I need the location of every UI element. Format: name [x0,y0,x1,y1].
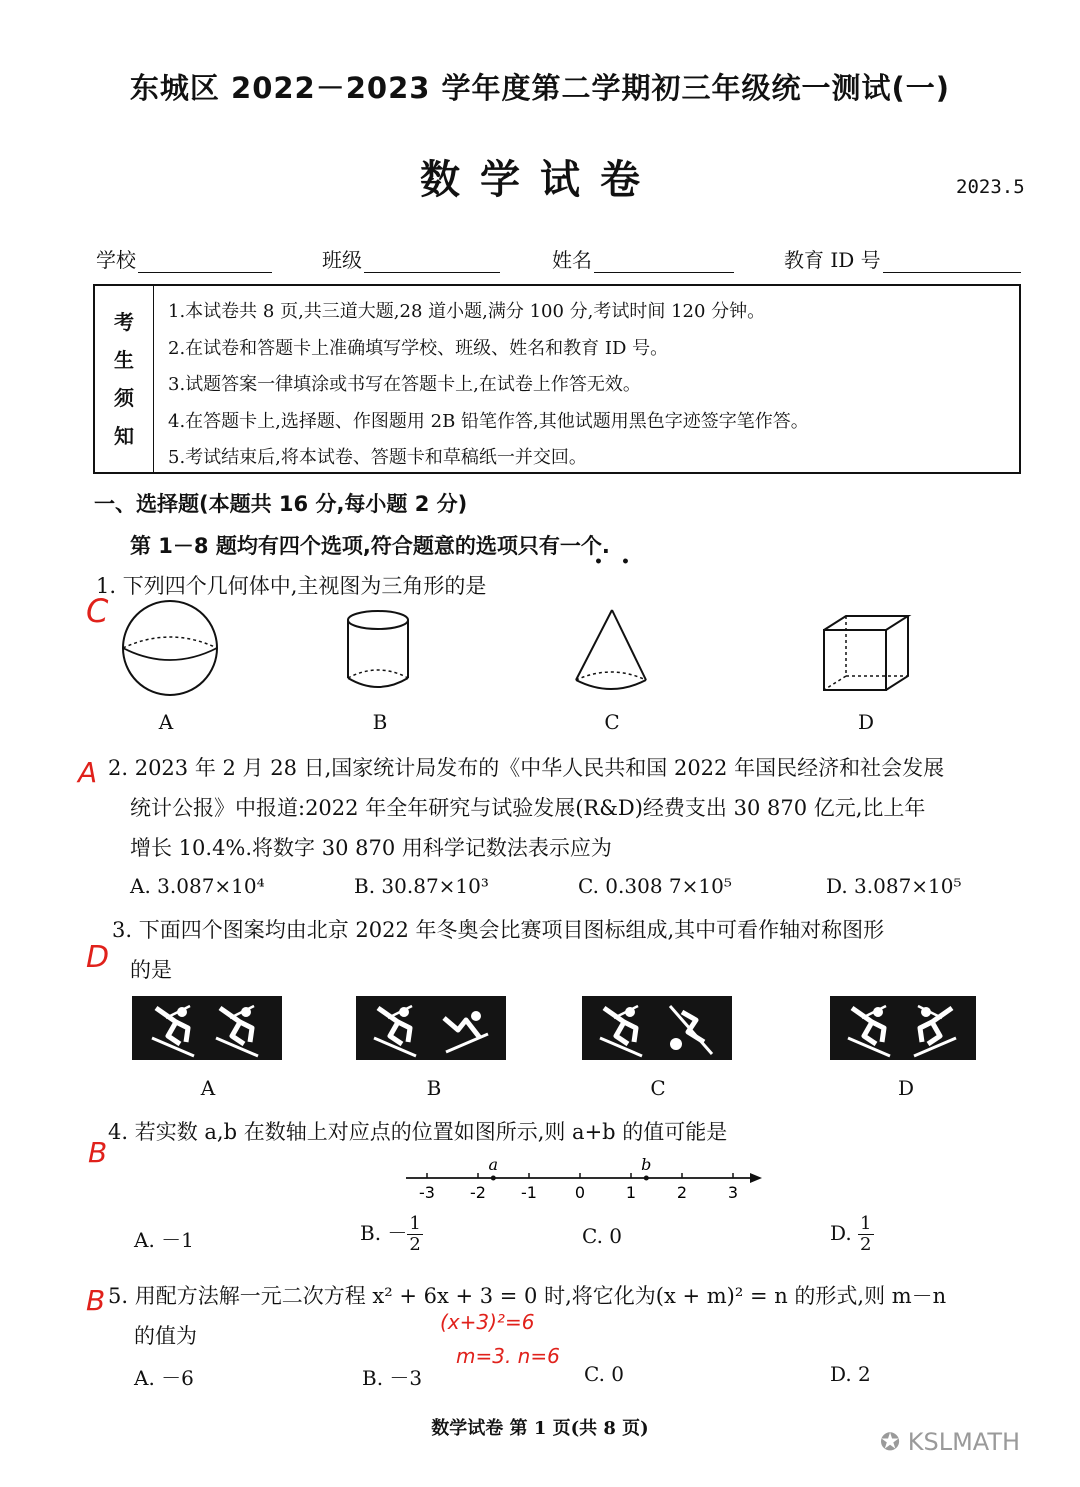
class-field [322,244,500,273]
q5-option-d[interactable]: D. 2 [830,1362,871,1386]
cube-icon [824,616,908,690]
q5-line2: 的值为 [134,1324,197,1348]
exam-title: 东城区 2022－2023 学年度第二学期初三年级统一测试(一) [129,71,951,105]
paper-subtitle: 数学试卷 [420,156,660,203]
q2-line3: 增长 10.4%.将数字 30 870 用科学记数法表示应为 [130,836,612,860]
notice-item: 4.在答题卡上,选择题、作图题用 2B 铅笔作答,其他试题用黑色字迹签字笔作答。 [168,410,809,432]
fraction-denominator: 2 [860,1234,872,1255]
cylinder-icon [348,611,408,687]
education-id-blank[interactable] [883,248,1021,273]
tick-label: 1 [625,1183,637,1202]
name-field [552,244,734,273]
q2-option-c[interactable]: C. 0.308 7×10⁵ [578,874,732,898]
notice-label-char: 生 [114,348,134,372]
tick-label: -3 [419,1183,435,1202]
point-b-label: b [641,1155,652,1174]
fraction-denominator: 2 [409,1234,421,1255]
q3-label-b: B [426,1076,442,1100]
q5-option-a[interactable]: A. －6 [134,1366,194,1390]
q5-option-c[interactable]: C. 0 [584,1362,625,1386]
point-a [491,1176,496,1181]
q4-option-a[interactable]: A. －1 [134,1228,194,1252]
q3-label-d: D [897,1076,915,1100]
q4-number-line [400,1154,770,1204]
q5-handwritten-note1: (x+3)²=6 [440,1310,535,1334]
name-blank[interactable] [594,248,734,273]
class-blank[interactable] [364,248,500,273]
school-label: 学校 [96,248,136,272]
cone-icon [576,610,646,689]
q2-option-d[interactable]: D. 3.087×10⁵ [826,874,962,898]
page-footer: 数学试卷 第 1 页(共 8 页) [431,1418,649,1439]
q2-line1: 2. 2023 年 2 月 28 日,国家统计局发布的《中华人民共和国 2022 年国民经济和社会发展 [108,756,945,780]
tick-label: -2 [470,1183,486,1202]
notice-list [154,286,809,472]
education-id-label: 教育 ID 号 [784,248,881,272]
q3-line2: 的是 [130,958,172,982]
section-intro: 第 1－8 题均有四个选项,符合题意的选项只有一个. [130,534,610,558]
notice-label-char: 考 [114,310,134,334]
tick-label: -1 [521,1183,537,1202]
school-field [96,244,272,273]
q4-option-d-prefix: D. [830,1221,859,1245]
tick-label: 2 [676,1183,688,1202]
q3-line1: 3. 下面四个图案均由北京 2022 年冬奥会比赛项目图标组成,其中可看作轴对称图形 [112,918,885,942]
q3-label-a: A [200,1076,216,1100]
q1-stem: 1. 下列四个几何体中,主视图为三角形的是 [96,574,487,598]
q3-ski-icons-figure [130,996,980,1060]
fraction [858,1214,873,1255]
q5-handwritten-answer: B [86,1284,106,1317]
arrow-icon [750,1173,762,1183]
icon-pair-c [582,996,732,1060]
watermark [880,1428,1020,1456]
school-blank[interactable] [138,248,272,273]
q1-handwritten-answer: C [86,592,109,630]
exam-notice-box [93,284,1021,474]
notice-item: 5.考试结束后,将本试卷、答题卡和草稿纸一并交回。 [168,447,587,468]
fraction-numerator: 1 [860,1213,872,1234]
icon-pair-a [132,996,282,1060]
q2-option-a[interactable]: A. 3.087×10⁴ [130,874,265,898]
q2-line2: 统计公报》中报道:2022 年全年研究与试验发展(R&D)经费支出 30 870 亿元,比上年 [130,796,926,820]
exam-date: 2023.5 [956,176,1025,198]
tick-label: 3 [727,1183,739,1202]
notice-label-char: 知 [114,424,134,448]
emphasis-dots: •• [594,554,648,570]
q5-option-b[interactable]: B. －3 [362,1366,423,1390]
tick-label: 0 [574,1183,586,1202]
q5-handwritten-note2: m=3. n=6 [456,1344,560,1368]
q1-label-d: D [857,710,875,734]
icon-pair-b [356,996,506,1060]
notice-item: 2.在试卷和答题卡上准确填写学校、班级、姓名和教育 ID 号。 [168,337,669,359]
sphere-icon [123,601,217,695]
q3-label-c: C [650,1076,666,1100]
q4-option-b[interactable] [360,1214,423,1255]
point-b [644,1176,649,1181]
section-heading: 一、选择题(本题共 16 分,每小题 2 分) [94,492,468,516]
wechat-icon: ✪ [880,1428,908,1456]
q2-handwritten-answer: A [78,756,98,789]
q3-handwritten-answer: D [86,940,110,975]
q1-label-b: B [372,710,388,734]
q1-label-c: C [604,710,620,734]
fraction [407,1214,422,1255]
education-id-field [784,244,1021,273]
notice-label-char: 须 [114,386,134,410]
fraction-numerator: 1 [409,1213,421,1234]
watermark-text: KSLMATH [907,1428,1021,1456]
icon-pair-d [830,996,976,1060]
q5-line1: 5. 用配方法解一元二次方程 x² + 6x + 3 = 0 时,将它化为(x + m)² = n 的形式,则 m－n [108,1284,947,1308]
q4-handwritten-answer: B [88,1136,108,1169]
notice-label [95,286,154,472]
q4-stem: 4. 若实数 a,b 在数轴上对应点的位置如图所示,则 a+b 的值可能是 [108,1120,728,1144]
name-label: 姓名 [552,248,592,272]
notice-item: 1.本试卷共 8 页,共三道大题,28 道小题,满分 100 分,考试时间 120 分钟。 [168,301,766,322]
q2-option-b[interactable]: B. 30.87×10³ [354,874,489,898]
point-a-label: a [488,1155,499,1174]
q4-option-b-prefix: B. － [360,1221,408,1245]
q4-option-c[interactable]: C. 0 [582,1224,623,1248]
q1-solids-figure [100,600,960,700]
notice-item: 3.试题答案一律填涂或书写在答题卡上,在试卷上作答无效。 [168,374,641,395]
class-label: 班级 [322,248,362,272]
q1-label-a: A [158,710,174,734]
q4-option-d[interactable] [830,1214,874,1255]
